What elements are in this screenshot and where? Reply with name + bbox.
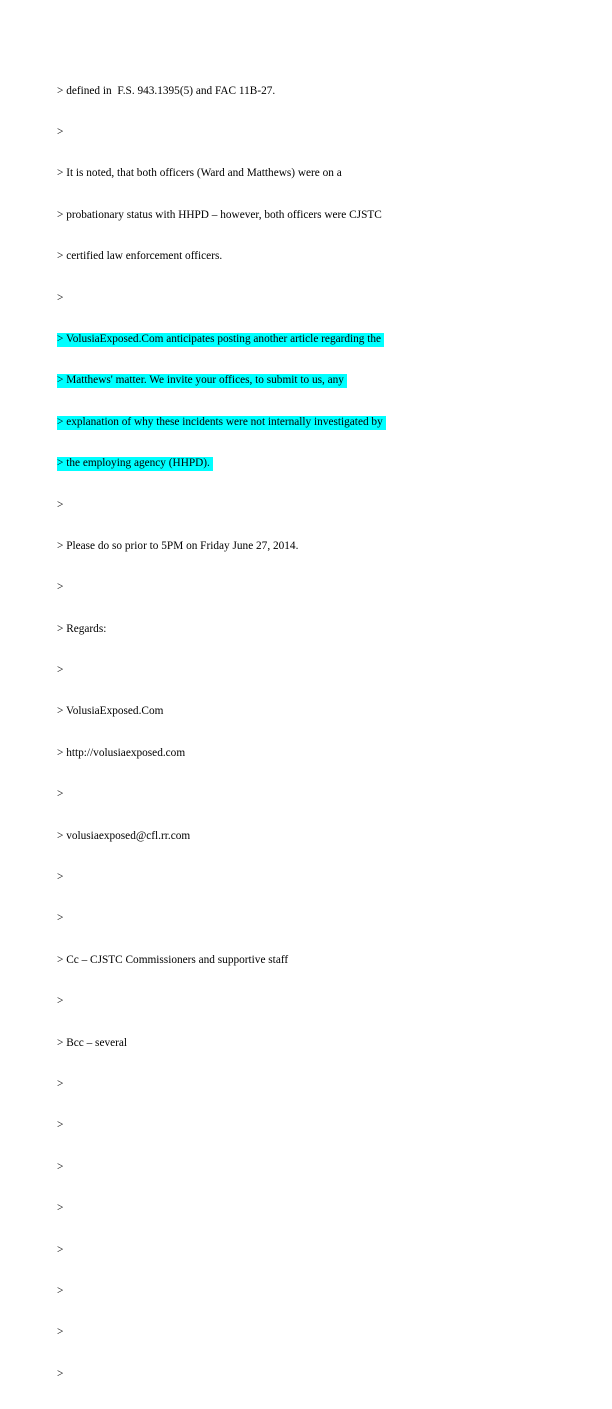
text-line: >: [57, 291, 64, 304]
text-line: > Please do so prior to 5PM on Friday June 27, 2014.: [57, 539, 299, 552]
text-line: >: [57, 788, 64, 801]
text-line: >: [57, 871, 64, 884]
text-line: > It is noted, that both officers (Ward and Matthews) were on a: [57, 167, 342, 180]
text-line: >: [57, 664, 64, 677]
highlighted-line-wrapper: [57, 416, 386, 430]
email-body: [57, 57, 386, 1409]
text-line: >: [57, 498, 64, 511]
highlighted-text: > the employing agency (HHPD).: [57, 457, 213, 471]
text-line: >: [57, 1119, 64, 1132]
text-line: >: [57, 1077, 64, 1090]
highlighted-text: > VolusiaExposed.Com anticipates posting another article regarding the: [57, 333, 384, 347]
text-line: >: [57, 581, 64, 594]
text-line: > certified law enforcement officers.: [57, 250, 223, 263]
text-line: >: [57, 1367, 64, 1380]
text-line: > Bcc – several: [57, 1036, 128, 1049]
text-line: >: [57, 1284, 64, 1297]
text-line: > Cc – CJSTC Commissioners and supportive staff: [57, 953, 289, 966]
highlighted-text: > Matthews' matter. We invite your offices, to submit to us, any: [57, 374, 347, 388]
text-line: > Regards:: [57, 622, 107, 635]
highlighted-line-wrapper: [57, 457, 386, 471]
highlighted-line-wrapper: [57, 333, 386, 347]
text-line: > volusiaexposed@cfl.rr.com: [57, 829, 191, 842]
highlighted-text: > explanation of why these incidents were not internally investigated by: [57, 416, 386, 430]
highlighted-line-wrapper: [57, 374, 386, 388]
text-line: >: [57, 995, 64, 1008]
text-line: > VolusiaExposed.Com: [57, 705, 164, 718]
text-line: > http://volusiaexposed.com: [57, 746, 186, 759]
text-line: >: [57, 912, 64, 925]
text-line: >: [57, 1326, 64, 1339]
text-line: >: [57, 1202, 64, 1215]
text-line: >: [57, 1160, 64, 1173]
text-line: > defined in F.S. 943.1395(5) and FAC 11B-27.: [57, 84, 276, 97]
text-line: >: [57, 125, 64, 138]
text-line: > probationary status with HHPD – however, both officers were CJSTC: [57, 208, 382, 221]
text-line: >: [57, 1243, 64, 1256]
